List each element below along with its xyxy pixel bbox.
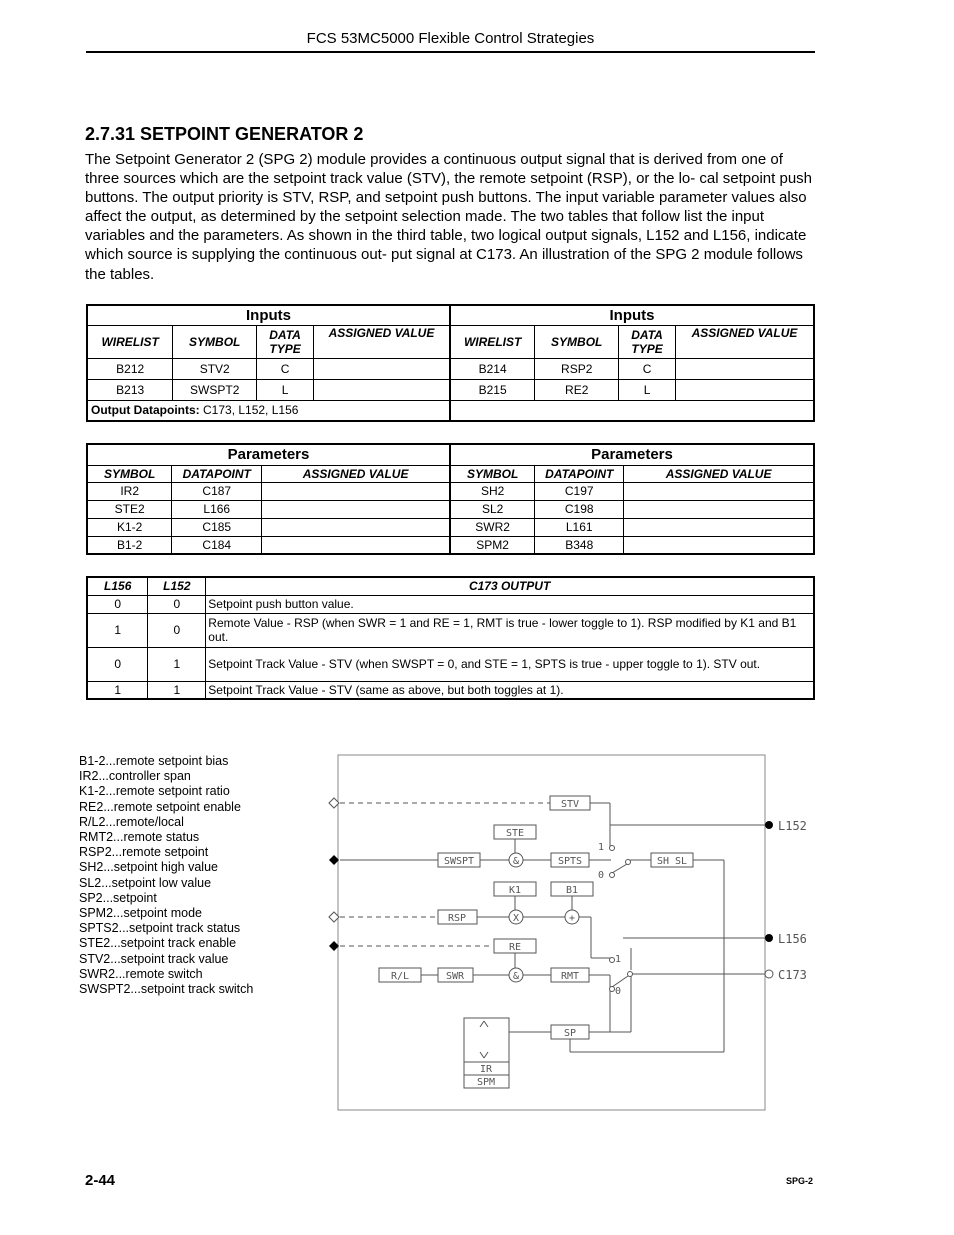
col-datatype: DATA TYPE [619,325,676,358]
plus-label: + [568,913,576,924]
toggle-one-label: 1 [598,842,605,853]
toggle-zero-label: 0 [615,986,622,997]
parameters-table: Parameters Parameters SYMBOL DATAPOINT ASSIGNED VALUE SYMBOL DATAPOINT ASSIGNED VALUE IR2 C187 SH2 C197 STE2 L166 SL2 C198 K1-2 C185 SWR2 L161 B1-2 C184 SPM2 B348 [86,443,815,555]
shsl-label: SH SL [656,856,688,867]
footer-code: SPG-2 [786,1176,814,1186]
abbreviation-legend [79,754,253,997]
and-label: & [512,971,520,982]
output-l156-label: L156 [778,932,807,946]
output-datapoints-label: Output Datapoints: [91,403,200,418]
toggle-one-label: 1 [615,954,622,965]
output-marker-c173 [765,970,773,978]
legend-item: SPTS2...setpoint track status [79,921,241,936]
legend-item: B1-2...remote setpoint bias [79,754,229,768]
legend-item: STE2...setpoint track enable [79,936,237,951]
swr-label: SWR [445,971,465,982]
table-row: 1 0 Remote Value - RSP (when SWR = 1 and RE = 1, RMT is true - lower toggle to 1). RSP modified by K1 and B1 out. [87,613,814,647]
legend-item: RMT2...remote status [79,830,200,845]
spts-label: SPTS [557,856,583,867]
header-rule [86,51,815,53]
table-row: 0 0 Setpoint push button value. [87,595,814,613]
legend-item: SPM2...setpoint mode [79,906,202,921]
swspt-label: SWSPT [443,856,475,867]
rmt-label: RMT [560,971,580,982]
legend-item: STV2...setpoint track value [79,951,229,966]
table-row: K1-2 C185 SWR2 L161 [87,518,814,536]
toggle-contact [628,972,633,977]
col-symbol: SYMBOL [173,325,257,358]
legend-item: R/L2...remote/local [79,814,184,829]
multiply-label: X [512,913,520,924]
toggle-contact [610,846,615,851]
toggle-contact [610,987,615,992]
ir-label: IR [479,1064,493,1075]
legend-item: IR2...controller span [79,769,191,784]
table-row: IR2 C187 SH2 C197 [87,482,814,500]
params-group-left: Parameters [87,444,450,465]
output-l152-label: L152 [778,819,807,833]
inputs-group-left: Inputs [87,305,450,325]
toggle-contact [610,958,615,963]
spg2-block-diagram [326,752,816,1114]
ste-label: STE [505,828,525,839]
table-row: STE2 L166 SL2 C198 [87,500,814,518]
page-number: 2-44 [85,1172,116,1189]
section-title: 2.7.31 SETPOINT GENERATOR 2 [85,124,364,144]
table-row: 1 1 Setpoint Track Value - STV (same as above, but both toggles at 1). [87,681,814,699]
toggle-contact [610,873,615,878]
spm-label: SPM [476,1077,496,1088]
legend-item: SWSPT2...setpoint track switch [79,982,254,997]
table-row: B213 SWSPT2 L B215 RE2 L [87,379,814,400]
b1-label: B1 [565,885,579,896]
output-c173-label: C173 [778,968,807,982]
output-datapoints-value: C173, L152, L156 [203,403,299,418]
output-table: L156 L152 C173 OUTPUT 0 0 Setpoint push button value. 1 0 Remote Value - RSP (when SWR = 1 and RE = 1, RMT is true - lower toggle to 1). RSP modified by K1 and B1 out. 0 1 Setpoint Track Value - STV (when SWSPT = 0, and STE = 1, SPTS is true - upper toggle to 1). STV out. 1 1 Setpoint Track Value - STV (same as above, but both toggles at 1). [86,576,815,700]
inputs-table [86,304,815,422]
output-datapoints [87,400,450,421]
rsp-label: RSP [447,913,467,924]
params-group-right: Parameters [450,444,814,465]
k1-label: K1 [508,885,522,896]
output-marker-l156 [765,934,773,942]
col-wirelist: WIRELIST [450,325,535,358]
re-label: RE [508,942,522,953]
legend-item: SL2...setpoint low value [79,875,212,890]
output-marker-l152 [765,821,773,829]
toggle-zero-label: 0 [598,870,605,881]
toggle-contact [626,860,631,865]
col-assigned: ASSIGNED VALUE [313,325,450,358]
table-row: 0 1 Setpoint Track Value - STV (when SWSPT = 0, and STE = 1, SPTS is true - upper toggle to 1). STV out. [87,647,814,681]
legend-item: K1-2...remote setpoint ratio [79,784,230,799]
table-row: B212 STV2 C B214 RSP2 C [87,358,814,379]
legend-item: RSP2...remote setpoint [79,845,209,860]
col-datatype: DATA TYPE [257,325,314,358]
rl-label: R/L [390,971,410,982]
legend-item: SWR2...remote switch [79,966,203,981]
sp-label: SP [563,1028,577,1039]
legend-item: RE2...remote setpoint enable [79,799,241,814]
stv-label: STV [560,799,580,810]
legend-item: SP2...setpoint [79,890,157,905]
table-row: B1-2 C184 SPM2 B348 [87,536,814,554]
and-label: & [512,856,520,867]
intro-paragraph: The Setpoint Generator 2 (SPG 2) module provides a continuous output signal that is derived from one of three sources which are the setpoint track value (STV), the remote setpoint (RSP), or the lo- cal setpoint push buttons. The output priority is STV, RSP, and setpoint push buttons. The input variable parameter values also affect the output, as determined by the setpoint selection made. The two tables that follow list the input variables and the parameters. As shown in the third table, two logical output signals, L152 and L156, indicate which source is supplying the continuous out- put signal at C173. An illustration of the SPG 2 module follows the tables. [85,151,813,283]
legend-item: SH2...setpoint high value [79,860,218,875]
inputs-group-right: Inputs [450,305,814,325]
col-assigned: ASSIGNED VALUE [675,325,814,358]
col-wirelist: WIRELIST [87,325,173,358]
page-header-title: FCS 53MC5000 Flexible Control Strategies [306,30,595,47]
col-symbol: SYMBOL [535,325,619,358]
